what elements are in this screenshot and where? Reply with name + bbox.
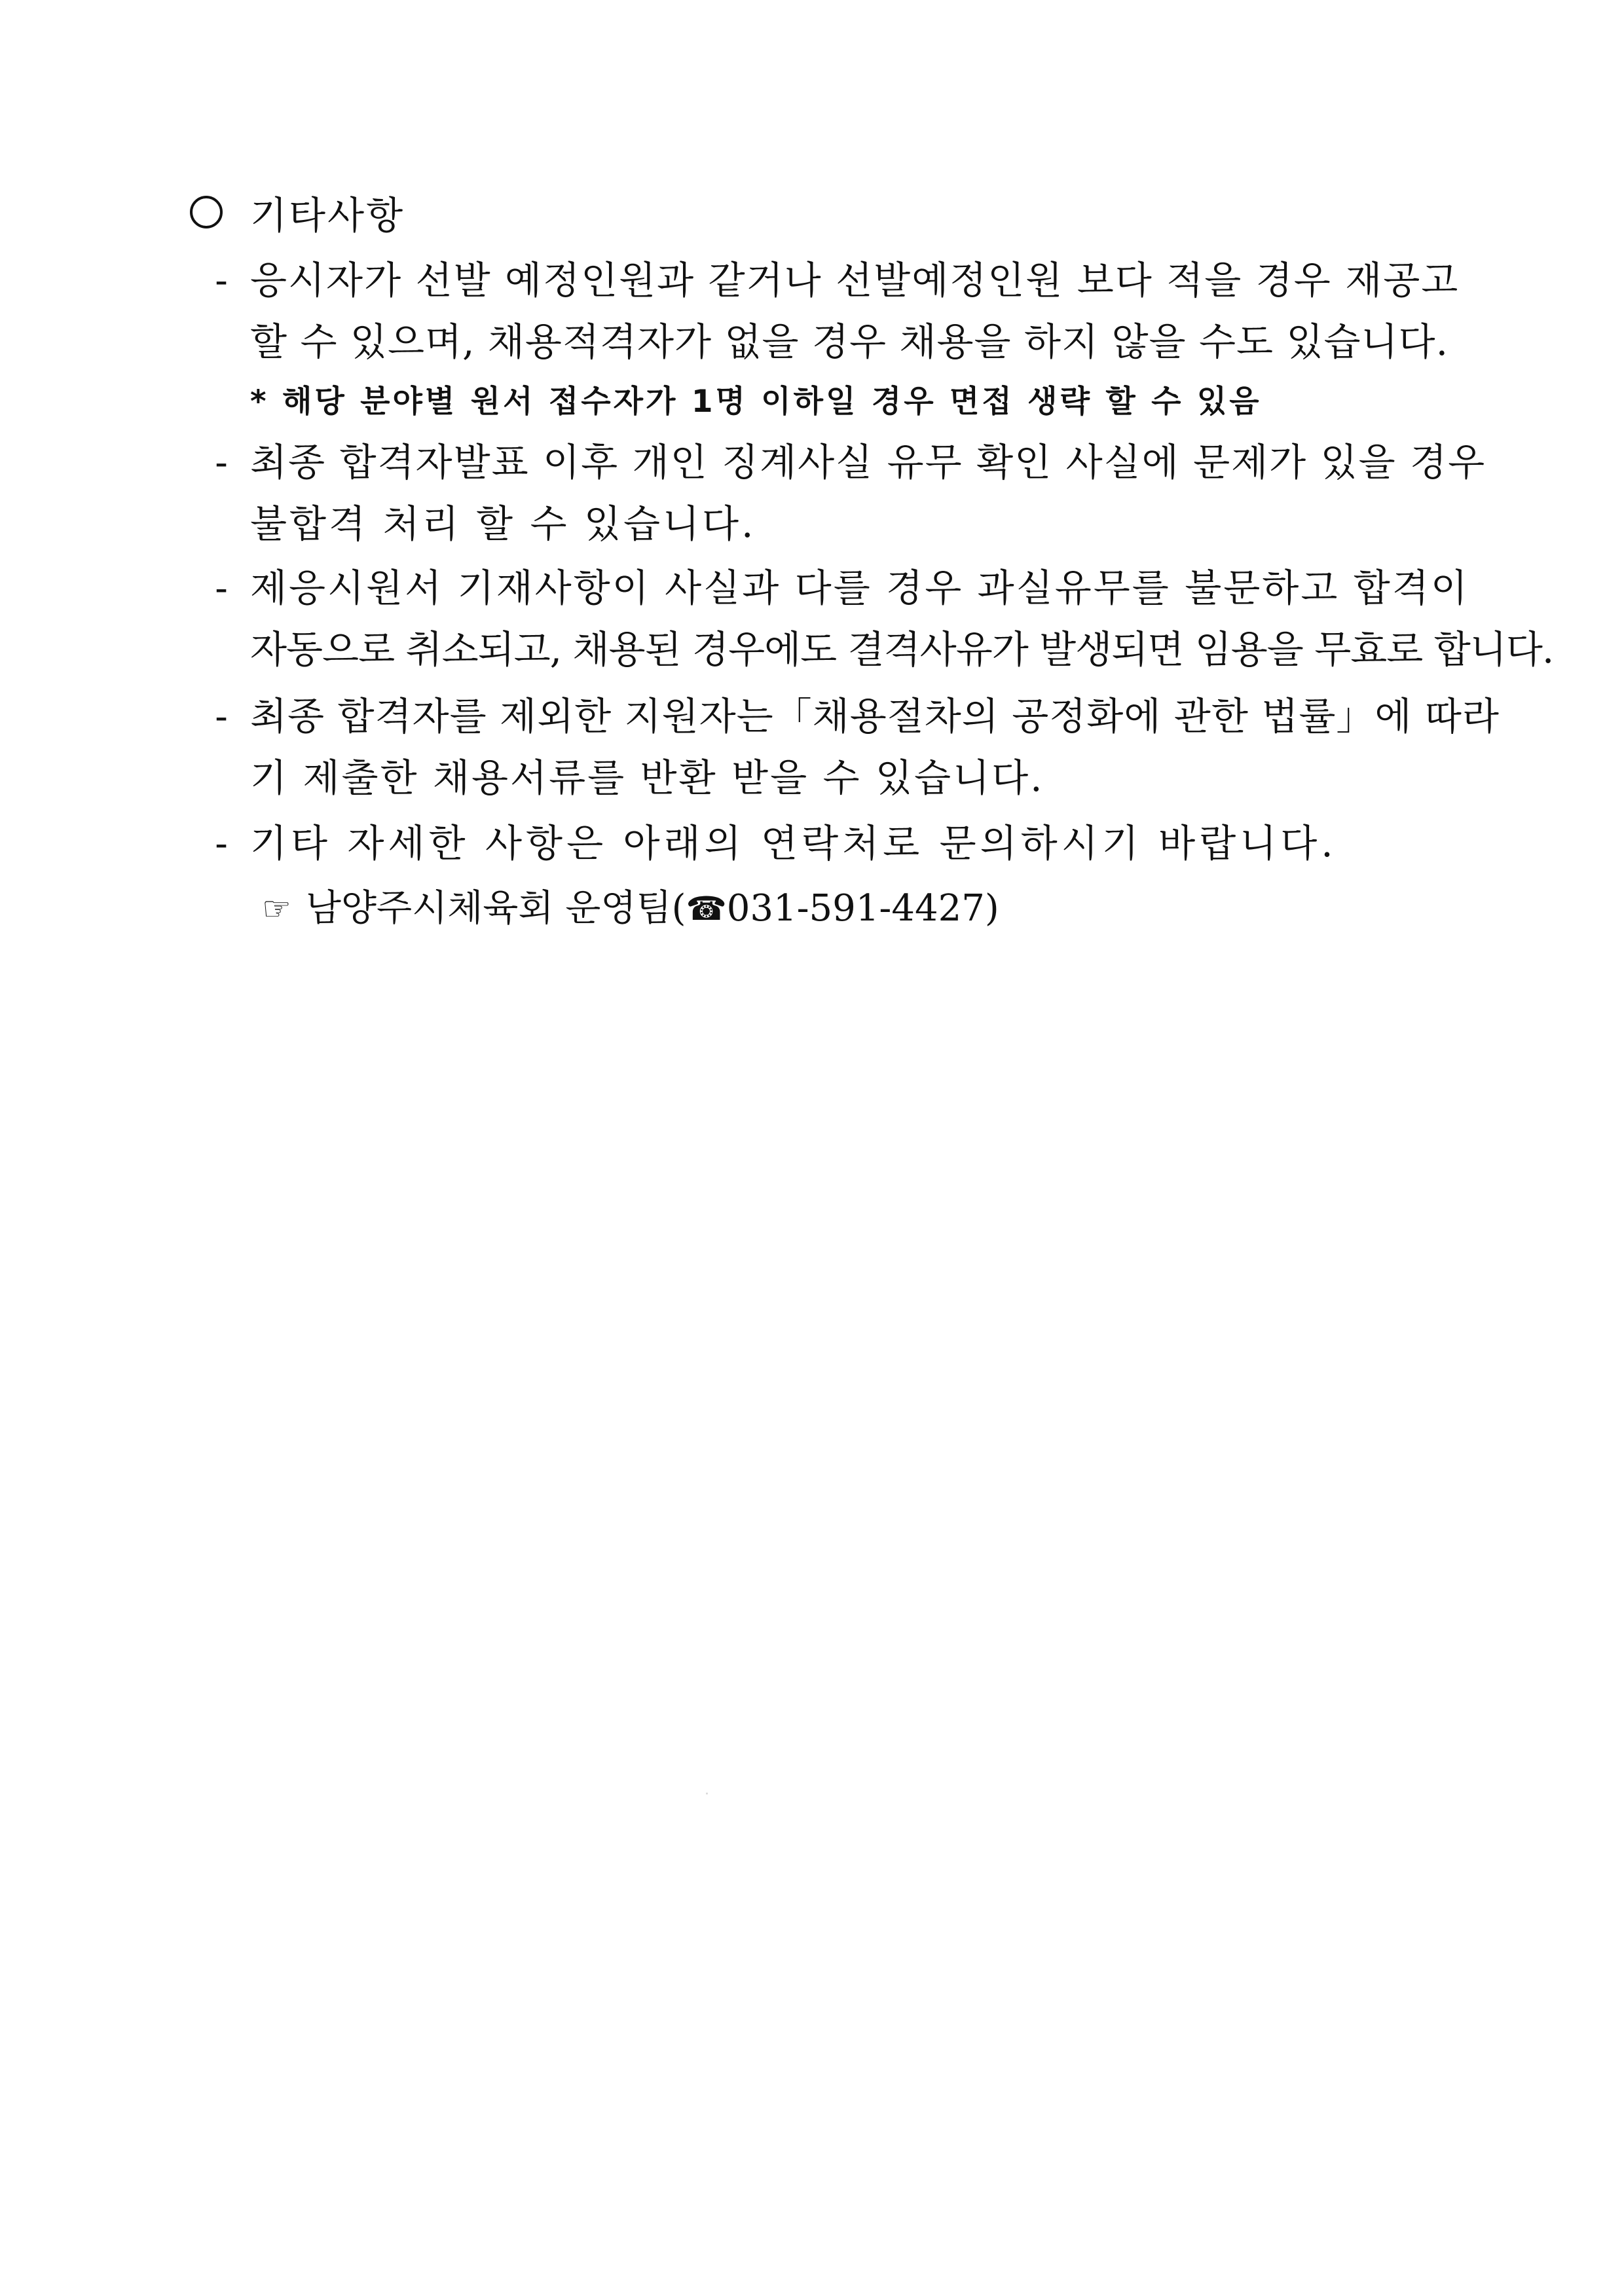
item-4-line-2: 기 제출한 채용서류를 반환 받을 수 있습니다. bbox=[250, 756, 1044, 800]
scan-speck bbox=[706, 1793, 708, 1795]
item-1-line-1: 응시자가 선발 예정인원과 같거나 선발예정인원 보다 적을 경우 재공고 bbox=[250, 258, 1460, 302]
item-3-line-1: 제응시원서 기재사항이 사실과 다를 경우 과실유무를 불문하고 합격이 bbox=[250, 566, 1469, 610]
section-title: 기타사항 bbox=[250, 193, 405, 238]
item-4-line-1: 최종 합격자를 제외한 지원자는「채용절차의 공정화에 관한 법률」에 따라 bbox=[250, 694, 1500, 738]
item-1-line-2: 할 수 있으며, 채용적격자가 없을 경우 채용을 하지 않을 수도 있습니다. bbox=[250, 319, 1449, 364]
item-2-line-1: 최종 합격자발표 이후 개인 징계사실 유무 확인 사실에 문제가 있을 경우 bbox=[250, 440, 1486, 484]
item-dash: - bbox=[215, 258, 228, 302]
contact-phone: 031-591-4427) bbox=[726, 887, 999, 930]
telephone-icon: ☎ bbox=[686, 890, 727, 928]
item-dash: - bbox=[215, 440, 228, 484]
interview-note: * 해당 분야별 원서 접수자가 1명 이하일 경우 면접 생략 할 수 있음 bbox=[250, 384, 1262, 420]
item-3-line-2: 자동으로 취소되고, 채용된 경우에도 결격사유가 발생되면 임용을 무효로 합니다. bbox=[250, 627, 1554, 672]
item-dash: - bbox=[215, 694, 228, 738]
item-2-line-2: 불합격 처리 할 수 있습니다. bbox=[250, 501, 756, 546]
contact-organization: 남양주시체육회 운영팀( bbox=[305, 887, 686, 930]
item-dash: - bbox=[215, 821, 228, 866]
circle-bullet-icon bbox=[190, 196, 223, 228]
contact-line bbox=[262, 881, 999, 936]
item-dash: - bbox=[215, 566, 228, 610]
item-5-line-1: 기타 자세한 사항은 아래의 연락처로 문의하시기 바랍니다. bbox=[250, 821, 1337, 866]
section-heading bbox=[190, 185, 405, 240]
pointing-hand-icon: ☞ bbox=[262, 890, 291, 928]
